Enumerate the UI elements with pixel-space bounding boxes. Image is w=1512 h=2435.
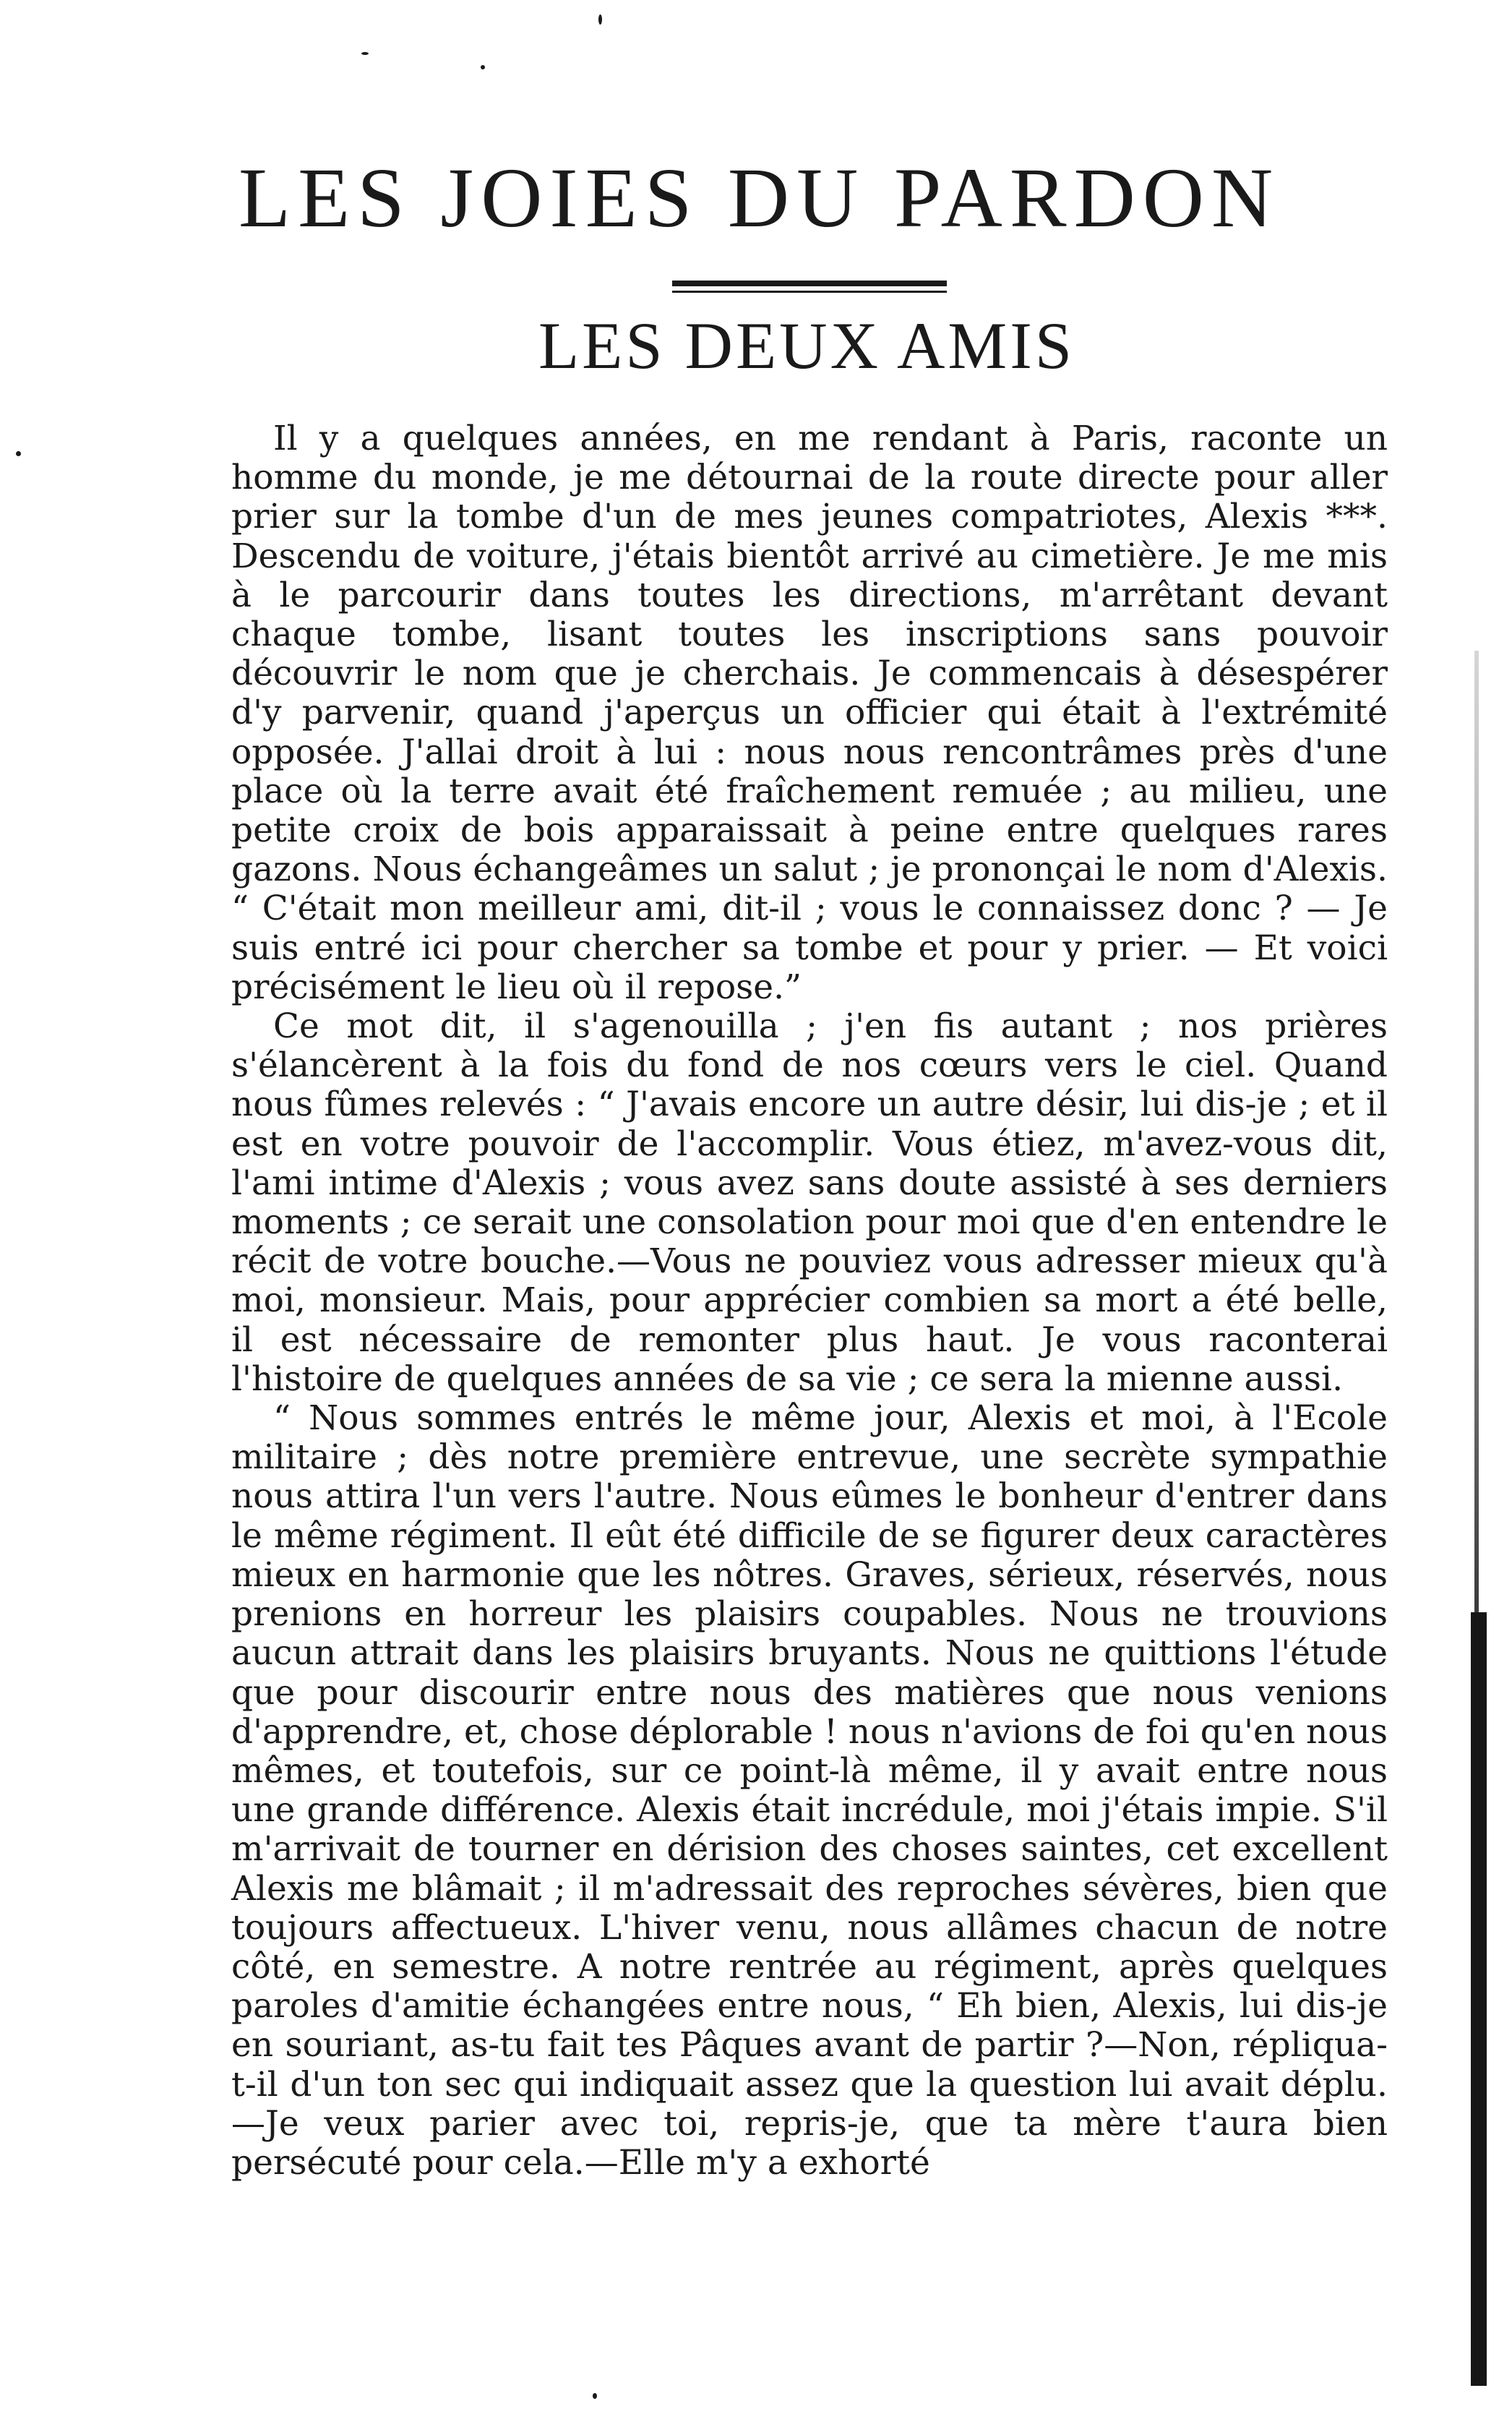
section-title: LES DEUX AMIS bbox=[538, 309, 1075, 382]
title-divider-rule bbox=[672, 281, 947, 293]
scan-speck bbox=[361, 52, 369, 55]
paragraph-2: Ce mot dit, il s'agenouilla ; j'en fis autant ; nos prières s'élancèrent à la fois du fond de nos cœurs vers le ciel. Quand nous fûmes relevés : “ J'avais encore un autre désir, lui dis-je ; et il est en votre pouvoir de l'accomplir. Vous étiez, m'avez-vous dit, l'ami intime d'Alexis ; vous avez sans doute assisté à ses derniers moments ; ce serait une consolation pour moi que d'en entendre le récit de votre bouche.—Vous ne pouviez vous adresser mieux qu'à moi, monsieur. Mais, pour apprécier combien sa mort a été belle, il est nécessaire de remonter plus haut. Je vous raconterai l'histoire de quelques années de sa vie ; ce sera la mienne aussi. bbox=[231, 1006, 1388, 1399]
body-text bbox=[231, 419, 1388, 2183]
paragraph-3: “ Nous sommes entrés le même jour, Alexis et moi, à l'Ecole militaire ; dès notre première entrevue, une secrète sympathie nous attira l'un vers l'autre. Nous eûmes le bonheur d'entrer dans le même régiment. Il eût été difficile de se figurer deux caractères mieux en harmonie que les nôtres. Graves, sérieux, réservés, nous prenions en horreur les plaisirs coupables. Nous ne trouvions aucun attrait dans les plaisirs bruyants. Nous ne quittions l'étude que pour discourir entre nous des matières que nous venions d'apprendre, et, chose déplorable ! nous n'avions de foi qu'en nous mêmes, et toutefois, sur ce point-là même, il y avait entre nous une grande différence. Alexis était incrédule, moi j'étais impie. S'il m'arrivait de tourner en dérision des choses saintes, cet excellent Alexis me blâmait ; il m'adressait des reproches sévères, bien que toujours affectueux. L'hiver venu, nous allâmes chacun de notre côté, en semestre. A notre rentrée au régiment, après quelques paroles d'amitie échangées entre nous, “ Eh bien, Alexis, lui dis-je en souriant, as-tu fait tes Pâques avant de partir ?—Non, répliqua-t-il d'un ton sec qui indiquait assez que la question lui avait déplu.—Je veux parier avec toi, repris-je, que ta mère t'aura bien persécuté pour cela.—Elle m'y a exhorté bbox=[231, 1398, 1388, 2183]
scan-speck bbox=[598, 14, 602, 25]
paragraph-1: Il y a quelques années, en me rendant à Paris, raconte un homme du monde, je me détournai de la route directe pour aller prier sur la tombe d'un de mes jeunes compatriotes, Alexis ***. Descendu de voiture, j'étais bientôt arrivé au cimetière. Je me mis à le parcourir dans toutes les directions, m'arrêtant devant chaque tombe, lisant toutes les inscriptions sans pouvoir découvrir le nom que je cherchais. Je commencais à désespérer d'y parvenir, quand j'aperçus un officier qui était à l'extrémité opposée. J'allai droit à lui : nous nous rencontrâmes près d'une place où la terre avait été fraîchement remuée ; au milieu, une petite croix de bois apparaissait à peine entre quelques rares gazons. Nous échangeâmes un salut ; je prononçai le nom d'Alexis. “ C'était mon meilleur ami, dit-il ; vous le connaissez donc ? — Je suis entré ici pour chercher sa tombe et pour y prier. — Et voici précisément le lieu où il repose.” bbox=[231, 419, 1388, 1007]
scan-speck bbox=[481, 65, 485, 69]
scan-speck bbox=[16, 451, 21, 456]
scan-speck bbox=[593, 2393, 597, 2399]
scan-edge-shadow bbox=[1474, 651, 1479, 1612]
page-title: LES JOIES DU PARDON bbox=[239, 150, 1281, 245]
scan-edge-bar bbox=[1471, 1612, 1487, 2386]
